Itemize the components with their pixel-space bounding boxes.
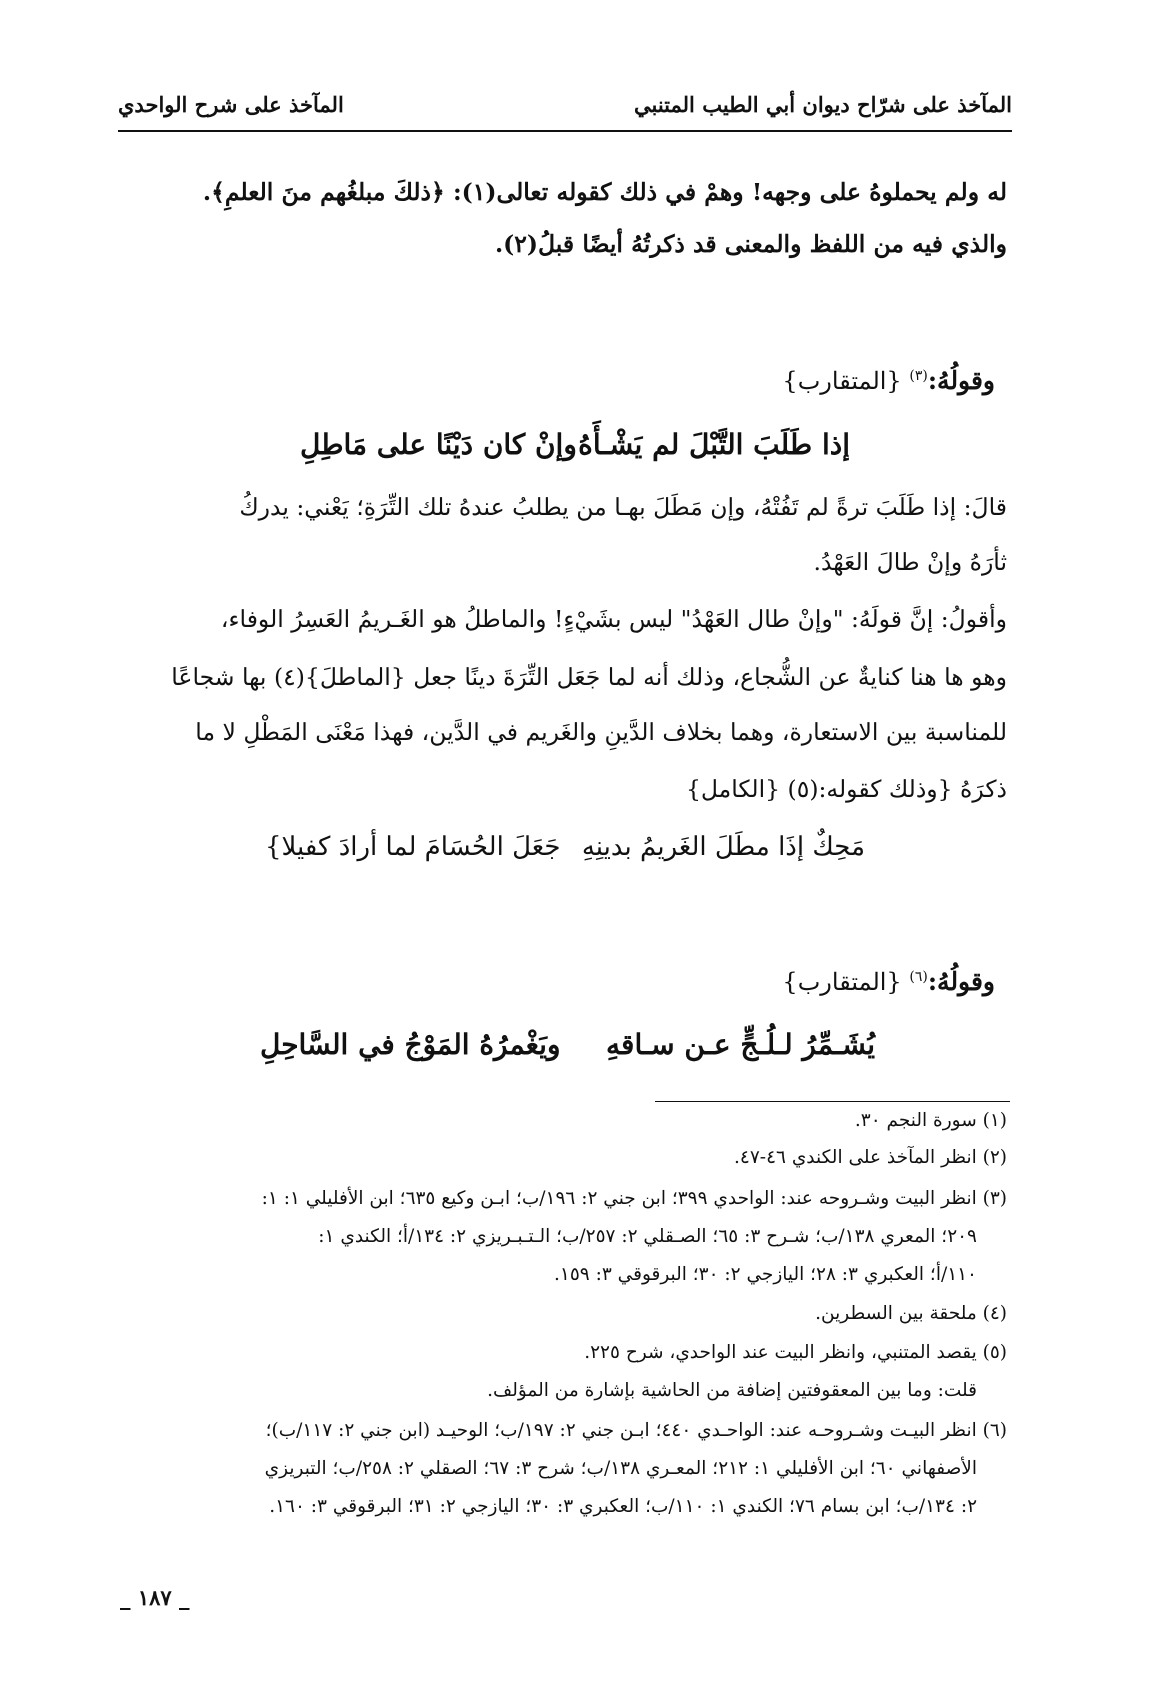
body-line-1: له ولم يحملوهُ على وجهه! وهمْ في ذلك كقوله تعالى(١): ﴿ذلكَ مبلغُهم منَ العلمِ﴾. [202, 178, 1007, 206]
commentary-aqulu-line-3: للمناسبة بين الاستعارة، وهما بخلاف الدَّينِ والغَريم في الدَّين، فهذا مَعْنَى المَطْلِ لا ما [195, 718, 1007, 746]
footnote-6-line-1: (٦) انظر البيـت وشـروحـه عند: الواحـدي ٤٤٠؛ ابـن جني ٢: ١٩٧/ب؛ الوحيـد (ابن جني ٢: ١١٧/ب)؛ [265, 1420, 1007, 1441]
commentary-aqulu-line-1: وأقولُ: إنَّ قولَهُ: "وإنْ طال العَهْدُ" ليس بشَيْءٍ! والماطلُ هو الغَـريمُ العَسِرُ الوفاء، [220, 605, 1007, 633]
verse-heading-1 [782, 366, 995, 395]
verse-heading-label: وقولُهُ: [927, 366, 995, 395]
page-number: _ ١٨٧ _ [120, 1585, 190, 1610]
footnote-3-line-3: ١١٠/أ؛ العكبري ٣: ٢٨؛ اليازجي ٢: ٣٠؛ البرقوقي ٣: ١٥٩. [554, 1264, 977, 1285]
running-head [118, 92, 1012, 130]
verse-heading-label: وقولُهُ: [927, 967, 995, 996]
running-head-section-title: المآخذ على شرح الواحدي [118, 92, 344, 117]
footnote-6-line-3: ٢: ١٣٤/ب؛ ابن بسام ٧٦؛ الكندي ١: ١١٠/ب؛ العكبري ٣: ٣٠؛ اليازجي ٢: ٣١؛ البرقوقي ٣: ١٦٠. [269, 1496, 977, 1517]
footnote-ref: (٣) [909, 368, 928, 384]
meter-name: {المتقارب} [782, 367, 902, 395]
header-rule [118, 130, 1012, 132]
running-head-book-title: المآخذ على شرّاح ديوان أبي الطيب المتنبي [634, 92, 1012, 117]
commentary-aqulu-line-4: ذكرَهُ {وذلك كقوله:(٥) {الكامل} [685, 775, 1007, 803]
commentary-aqulu-line-2: وهو ها هنا كنايةٌ عن الشُّجاع، وذلك أنه لما جَعَل التِّرَةَ دينًا جعل {الماطلَ}(٤) بها شجاعًا [171, 663, 1007, 691]
footnote-5-line-1: (٥) يقصد المتنبي، وانظر البيت عند الواحدي، شرح ٢٢٥. [584, 1342, 1007, 1363]
verse-3-second-hemistich: ويَغْمرُهُ المَوْجُ في السَّاحِلِ [260, 1028, 561, 1061]
footnote-1: (١) سورة النجم ٣٠. [854, 1110, 1007, 1131]
verse-heading-2 [782, 967, 995, 996]
footnote-ref: (٦) [909, 969, 928, 985]
footnote-6-line-2: الأصفهاني ٦٠؛ ابن الأفليلي ١: ٢١٢؛ المعـري ١٣٨/ب؛ شرح ٣: ٦٧؛ الصقلي ٢: ٢٥٨/ب؛ التبريزي [264, 1458, 977, 1479]
body-line-2: والذي فيه من اللفظ والمعنى قد ذكرتُهُ أيضًا قبلُ(٢). [494, 230, 1007, 258]
verse-3-first-hemistich: يُشَـمِّرُ لـلُـجٍّ عـن سـاقهِ [606, 1028, 875, 1061]
verse-2-second-hemistich: جَعَلَ الحُسَامَ لما أرادَ كفيلا} [265, 832, 561, 862]
footnote-3-line-1: (٣) انظر البيت وشـروحه عند: الواحدي ٣٩٩؛ ابن جني ٢: ١٩٦/ب؛ ابـن وكيع ٦٣٥؛ ابن الأفليلي ١: ١: [261, 1188, 1007, 1209]
footnote-separator [655, 1101, 1010, 1102]
verse-2-first-hemistich: مَحِكٌ إذَا مطَلَ الغَريمُ بدينِهِ [581, 832, 865, 862]
footnote-3-line-2: ٢٠٩؛ المعري ١٣٨/ب؛ شـرح ٣: ٦٥؛ الصـقلي ٢: ٢٥٧/ب؛ الـتـبـريزي ٢: ١٣٤/أ؛ الكندي ١: [318, 1226, 977, 1247]
commentary-qala-line-1: قالَ: إذا طَلَبَ ترةً لم تَفُتْهُ، وإن مَطَلَ بهـا من يطلبُ عندهُ تلك التِّرَةِ؛ يَعْني: يدركُ [239, 493, 1007, 521]
verse-1-second-hemistich: وإنْ كان دَيْنًا على مَاطِلِ [300, 428, 577, 461]
footnote-5-line-2: قلت: وما بين المعقوفتين إضافة من الحاشية بإشارة من المؤلف. [487, 1380, 977, 1401]
footnote-2: (٢) انظر المآخذ على الكندي ٤٦-٤٧. [734, 1147, 1007, 1168]
footnote-4: (٤) ملحقة بين السطرين. [815, 1303, 1007, 1324]
meter-name: {المتقارب} [782, 968, 902, 996]
verse-1-first-hemistich: إذا طَلَبَ التَّبْلَ لم يَشْـأَهُ [578, 428, 850, 461]
commentary-qala-line-2: ثأرَهُ وإنْ طالَ العَهْدُ. [813, 548, 1007, 576]
